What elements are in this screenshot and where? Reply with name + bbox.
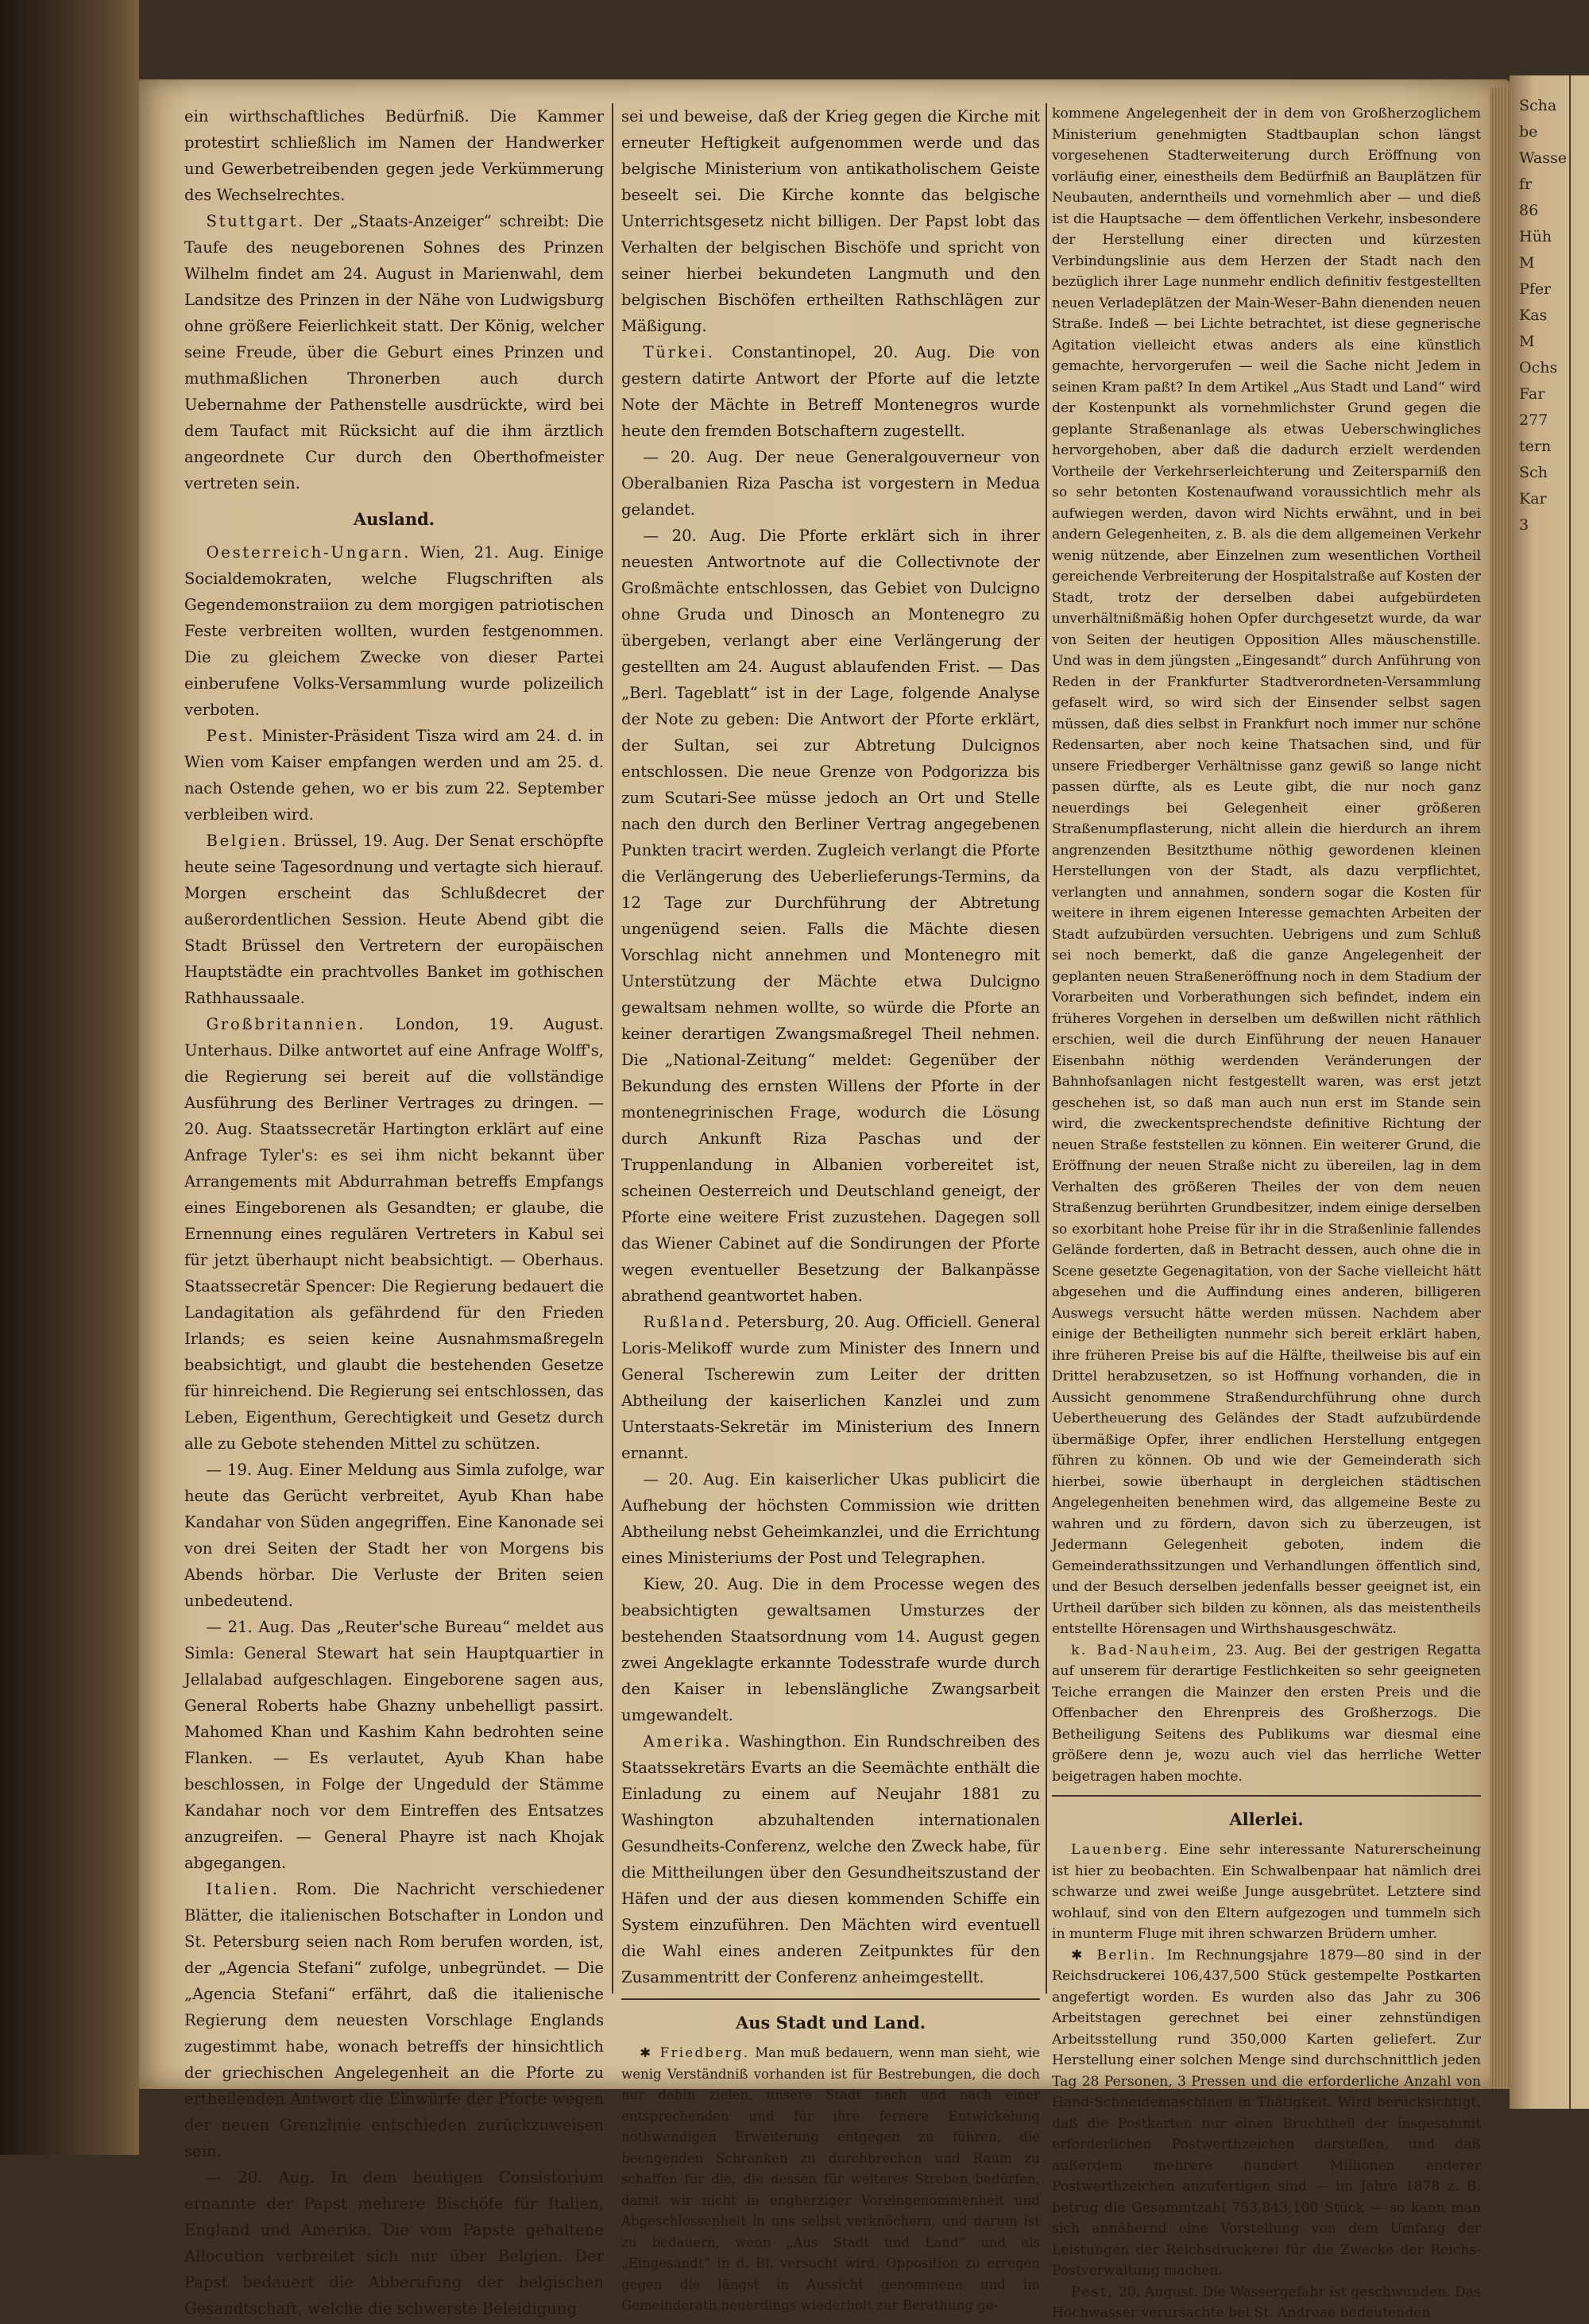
article-paragraph [184,723,604,828]
adjacent-fragment: tern [1519,438,1552,455]
adjacent-fragment: fr [1519,176,1533,193]
adjacent-page-text [1519,93,1583,539]
column-rule [1046,103,1047,1994]
dateline: ✱ Berlin. [1071,1947,1157,1963]
adjacent-fragment: M [1519,254,1535,272]
adjacent-fragment: 3 [1519,516,1529,534]
article-paragraph: kommene Angelegenheit der in dem von Großherzoglichem Ministerium genehmigten Stadtbauplan schon längst vorgesehenen Stadterweiterung durch Eröffnung von vorläufig einer, einestheils dem Bedürfniß an Bauplätzen für Neubauten, anderntheils und vornehmlich aber — und dieß ist die Hauptsache — dem öffentlichen Verkehr, insbesondere der Herstellung einer directen und kürzesten Verbindungslinie aus dem Herzen der Stadt nach den bezüglich ihrer Lage nunmehr endlich definitiv festgestellten neuen Verladeplätzen der Main-Weser-Bahn dienenden neuen Straße. Indeß — bei Lichte betrachtet, ist diese gegnerische Agitation vielleicht etwas anders als eine künstlich gemachte, hervorgerufen — weil die Sache nicht Jedem in seinen Kram paßt? In dem Artikel „Aus Stadt und Land“ wird der Kostenpunkt als vornehmlichster Grund gegen die geplante Straßenanlage als etwas Ueberschwingliches hervorgehoben, aber daß die dadurch erzielt werdenden Vortheile der Verkehrserleichterung und Zeitersparniß den so sehr betonten Kostenaufwand voraussichtlich mehr als aufwiegen werden, davon wird Nichts erwähnt, und in bei andern Gelegenheiten, z. B. als die dem allgemeinen Verkehr wenig nützende, aber Einzelnen zum wesentlichen Vortheil gereichende Verbreiterung der Hospitalstraße auf Kosten der Stadt, trotz der derselben dabei aufgebürdeten unverhältnißmäßig hohen Opfer durchgesetzt wurde, da war von Seiten der heutigen Opposition Alles mäuschenstille. Und was in dem jüngsten „Eingesandt“ durch Anführung von Reden in der Frankfurter Stadtverordneten-Versammlung gefaselt wird, so wird sich der Einsender selbst sagen müssen, daß dies selbst in Frankfurt noch immer nur schöne Redensarten, aber noch keine Thatsachen sind, und für unsere Friedberger Verhältnisse ganz gewiß so lange nicht passen dürfte, als es Leute gibt, die nur noch ganz neuerdings bei Gelegenheit einer größeren Straßenumpflasterung, nicht allein die hierdurch an ihrem angrenzenden Besitzthume nöthig gewordenen kleinen Herstellungen von der Stadt, als dazu verpflichtet, verlangten und annahmen, sondern sogar die Kosten für weitere in ihrem eigenen Interesse gemachten Arbeiten der Stadt aufzubürden versuchten. Uebrigens und zum Schluß sei noch bemerkt, daß die ganze Angelegenheit der geplanten neuen Straßeneröffnung noch in dem Stadium der Vorarbeiten und Vorberathungen sich befindet, indem ein früheres Vorgehen in derselben um deßwillen nicht räthlich erschien, weil die durch Einführung der neuen Hanauer Eisenbahn nöthig werdenden Veränderungen der Bahnhofsanlagen nicht festgestellt waren, was erst jetzt geschehen ist, so daß man auch nun erst im Stande sein wird, die zweckentsprechendste definitive Richtung der neuen Straße feststellen zu können. Ein weiterer Grund, die Eröffnung der neuen Straße nicht zu übereilen, lag in dem Verhalten des größeren Theiles der von dem neuen Straßenzug berührten Grundbesitzer, indem einige derselben so exorbitant hohe Preise für ihr in die Straßenlinie fallendes Gelände forderten, daß in Betracht dessen, auch ohne die in Scene gesetzte Gegenagitation, von der Sache vielleicht hätt abgesehen und die Auffindung eines anderen, billigeren Auswegs versucht hätte werden müssen. Nachdem aber einige der Betheiligten nunmehr sich bereit erklärt haben, ihre früheren Preise bis auf die Hälfte, theilweise bis auf ein Drittel herabzusetzen, so ist Hoffnung vorhanden, die in Aussicht genommene Straßendurchführung ohne durch Uebertheuerung des Geländes der Stadt aufzubürdende übermäßige Opfer, ihrer endlichen Herstellung entgegen führen zu können. Ob und wie der Gemeinderath sich hierbei, sowie überhaupt in dergleichen städtischen Angelegenheiten benehmen wird, das allgemeine Beste zu wahren und zu fördern, davon sich zu überzeugen, ist Jedermann Gelegenheit geboten, indem die Gemeinderathssitzungen und Verhandlungen öffentlich sind, und der Besuch derselben jedenfalls besser geeignet ist, ein Urtheil darüber sich bilden zu können, als das meistentheils entstellte Hörensagen und Wirthshausgeschwätz. [1052,106,1481,1637]
dateline: Großbritannien. [206,1015,366,1033]
article-paragraph: — 20. Aug. Die Pforte erklärt sich in ihrer neuesten Antwortnote auf die Collectivnote der Großmächte entschlossen, das Gebiet von Dulcigno ohne Gruda und Dinosch an Montenegro zu übergeben, verlangt aber eine Verlängerung der gestellten am 24. August ablaufenden Frist. — Das „Berl. Tageblatt“ ist in der Lage, folgende Analyse der Note zu geben: Die Antwort der Pforte erklärt, der Sultan, sei zur Abtretung Dulcignos entschlossen. Die neue Grenze von Podgorizza bis zum Scutari-See müsse jedoch an Ort und Stelle nach den durch den Berliner Vertrag angegebenen Punkten tracirt werden. Zugleich verlangt die Pforte die Verlängerung des Ueberlieferungs-Termins, da 12 Tage zur Durchführung der Abtretung ungenügend seien. Falls die Mächte diesen Vorschlag nicht annehmen und Montenegro mit Unterstützung der Mächte etwa Dulcigno gewaltsam nehmen wollte, so würde die Pforte an keiner derartigen Zwangsmaßregel Theil nehmen. Die „National-Zeitung“ meldet: Gegenüber der Bekundung des ernsten Willens der Pforte in der montenegrinischen Frage, wodurch die Lösung durch Ankunft Riza Paschas und der Truppenlandung in Albanien vorbereitet ist, scheinen Oesterreich und Deutschland geneigt, der Pforte eine weitere Frist zuzustehen. Dagegen soll das Wiener Cabinet auf die Sondirungen der Pforte wegen eventueller Besetzung der Balkanpässe abrathend geantwortet haben. [621,527,1040,1305]
text-column-2 [621,103,1040,2317]
dateline: Italien. [206,1880,280,1898]
article-text: 20. August. Die Wassergefahr ist geschwunden. Das Hochwasser verursachte bei St. Andreae bedeutenden [1052,2283,1481,2321]
adjacent-fragment: Far [1519,385,1545,403]
article-text: Der „Staats-Anzeiger“ schreibt: Die Taufe des neugeborenen Sohnes des Prinzen Wilhelm findet am 24. August in Marienwahl, dem Landsitze des Prinzen in der Nähe von Ludwigsburg ohne größere Feierlichkeit statt. Der König, welcher seine Freude, über die Geburt eines Prinzen und muthmaßlichen Thronerben auch durch Uebernahme der Pathenstelle ausdrückte, wird bei dem Taufact mit Rücksicht auf die ihm ärztlich angeordnete Cur durch den Oberthofmeister vertreten sein. [184,212,604,492]
article-paragraph [184,828,604,1011]
section-rule [1052,1795,1481,1797]
article-text: Rom. Die Nachricht verschiedener Blätter, die italienischen Botschafter in London und St. Petersburg seien nach Rom berufen worden, ist, der „Agencia Stefani“ zufolge, unbegründet. — Die „Agencia Stefani“ erfährt, daß die italienische Regierung dem neuesten Vorschlage Englands zugestimmt habe, wonach betreffs der hinsichtlich der griechischen Angelegenheit an die Pforte zu ertheilenden Antwort die Einwürfe der Pforte wegen der neuen Grenzlinie entschieden zurückzuweisen sein. [184,1880,604,2160]
dateline: ✱ Friedberg. [640,2045,750,2060]
article-paragraph: — 20. Aug. In dem heutigen Consistorium ernannte der Papst mehrere Bischöfe für Italien, England und Amerika. Die vom Papste gehaltene Allocution verbreitet sich nur über Belgien. Der Papst bedauert die Abberufung der belgischen Gesandtschaft, welche die schwerste Beleidigung [184,2168,604,2318]
section-rule [621,1998,1040,2000]
article-paragraph [184,539,604,723]
text-column-3 [1052,103,1481,2324]
article-text: Wien, 21. Aug. Einige Socialdemokraten, welche Flugschriften als Gegendemonstraiion zu dem morgigen patriotischen Feste verbreiten wollten, wurden festgenommen. Die zu gleichem Zwecke von dieser Partei einberufene Volks-Versammlung wurde polizeilich verboten. [184,543,604,719]
article-paragraph [1052,1945,1481,2282]
adjacent-fragment: 86 [1519,202,1539,219]
article-paragraph: Kiew, 20. Aug. Die in dem Processe wegen des beabsichtigten gewaltsamen Umsturzes der bestehenden Staatsordnung vom 14. August gegen zwei Angeklagte erkannte Todesstrafe wurde durch den Kaiser in lebenslängliche Zwangsarbeit umgewandelt. [621,1575,1040,1724]
adjacent-fragment: 277 [1519,411,1548,429]
dateline: Stuttgart. [206,212,306,230]
adjacent-page-fragment [1510,75,1589,2109]
dateline: Rußland. [643,1313,733,1331]
article-paragraph [621,339,1040,444]
section-heading-ausland: Ausland. [353,509,435,529]
dateline: Belgien. [206,832,288,850]
column-rule [612,103,613,1994]
section-heading-stadt-und-land: Aus Stadt und Land. [735,2013,926,2033]
article-paragraph: — 19. Aug. Einer Meldung aus Simla zufolge, war heute das Gerücht verbreitet, Ayub Khan habe Kandahar von Süden angegriffen. Eine Kanonade sei von drei Seiten der Stadt her von Morgens bis Abends hörbar. Die Verluste der Briten seien unbedeutend. [184,1461,604,1610]
article-paragraph: — 20. Aug. Ein kaiserlicher Ukas publicirt die Aufhebung der höchsten Commission wie dritten Abtheilung nebst Geheimkanzlei, und die Errichtung eines Ministeriums der Post und Telegraphen. [621,1470,1040,1567]
adjacent-fragment: be [1519,123,1538,141]
article-paragraph [1052,1840,1481,1945]
adjacent-fragment: Pfer [1519,280,1552,298]
book-binding [0,0,139,2155]
article-text: 23. Aug. Bei der gestrigen Regatta auf unserem für derartige Festlichkeiten so sehr geeigneten Teiche errangen die Mainzer den ersten Preis und die Offenbacher den Ehrenpreis des Großherzogs. Die Betheiligung Seitens des Publikums war diesmal eine größere denn je, wozu auch viel das herrliche Wetter beigetragen haben mochte. [1052,1642,1481,1785]
small-print-block [621,2043,1040,2317]
article-text: Eine sehr interessante Naturerscheinung ist hier zu beobachten. Ein Schwalbenpaar hat nämlich drei schwarze und zwei weiße Junge ausgebrütet. Letztere sind wohlauf, sind von den Eltern aufgezogen und tummeln sich in munterm Fluge mit ihren schwarzen Brüdern umher. [1052,1842,1481,1942]
article-text: Im Rechnungsjahre 1879—80 sind in der Reichsdruckerei 106,437,500 Stück gestempelte Postkarten angefertigt worden. Es wurden also das Jahr zu 306 Arbeitstagen gerechnet bei einer zehnstündigen Arbeitsstellung rund 350,000 Karten geliefert. Zur Herstellung einer solchen Menge sind durchschnittlich jeden Tag 28 Personen, 3 Pressen und die erforderliche Anzahl von Hand-Schneidemaschinen in Thätigkeit. Wird berücksichtigt, daß die Postkarten nur einen Bruchtheil der insgesammt erforderlichen Postwerthzeichen darstellen, und daß außerdem mehrere hundert Millionen anderer Postwerthzeichen anzufertigen sind — im Jahre 1878 z. B. betrug die Gesammtzahl 753,843,100 Stück — so kann man sich annähernd eine Vorstellung von dem Umfang der Leistungen der Reichsdruckerei für die Zwecke der Reichs-Postverwaltung machen. [1052,1947,1481,2279]
article-paragraph [184,208,604,496]
section-heading-allerlei: Allerlei. [1229,1809,1304,1829]
article-text: Washingthon. Ein Rundschreiben des Staatssekretärs Evarts an die Seemächte enthält die Einladung zu einem auf Neujahr 1881 zu Washington abzuhaltenden internationalen Gesundheits-Conferenz, welche den Zweck habe, für die Mittheilungen über den Gesundheitszustand der Häfen und der aus diesen kommenden Schiffe ein System einzuführen. Den Mächten wird eventuell die Wahl eines anderen Zeitpunktes für den Zusammentritt der Conferenz anheimgestellt. [621,1732,1041,1986]
adjacent-fragment: Hüh [1519,228,1552,245]
adjacent-fragment: M [1519,333,1535,350]
adjacent-fragment: Kar [1519,490,1547,508]
dateline: Pest, [1071,2283,1115,2300]
dateline: Oesterreich-Ungarn. [206,543,412,562]
article-paragraph: sei und beweise, daß der Krieg gegen die Kirche mit erneuter Heftigkeit aufgenommen werde und das belgische Ministerium von antikatholischem Geiste beseelt sei. Die Kirche konnte das belgische Unterrichtsgesetz nicht billigen. Der Papst lobt das Verhalten der belgischen Bischöfe und spricht von seiner hierbei bekundeten Langmuth und den belgischen Bischöfen ertheilten Rathschlägen zur Mäßigung. [621,107,1040,335]
adjacent-fragment: Scha [1519,97,1557,114]
article-paragraph [184,1011,604,1457]
article-paragraph [621,1728,1040,1990]
article-paragraph: — 21. Aug. Das „Reuter'sche Bureau“ meldet aus Simla: General Stewart hat sein Hauptquartier in Jellalabad aufgeschlagen. Eingeborene sagen aus, General Roberts habe Ghazny unbehelligt passirt. Mahomed Khan und Kashim Kahn bedrohten seine Flanken. — Es verlautet, Ayub Khan habe beschlossen, in Folge der Ungeduld der Stämme Kandahar noch vor dem Eintreffen des Entsatzes anzugreifen. — General Phayre ist nach Khojak abgegangen. [184,1618,604,1872]
dateline: Lauenberg. [1071,1842,1170,1858]
article-text: Minister-Präsident Tisza wird am 24. d. in Wien vom Kaiser empfangen werden und am 25. d. nach Ostende gehen, wo er bis zum 22. September verbleiben wird. [184,727,605,824]
article-text: Brüssel, 19. Aug. Der Senat erschöpfte heute seine Tagesordnung und vertagte sich hierauf. Morgen erscheint das Schlußdecret der außerordentlichen Session. Heute Abend gibt die Stadt Brüssel den Vertretern der europäischen Hauptstädte ein prachtvolles Banket im gothischen Rathhaussaale. [184,832,604,1007]
dateline: Türkei. [643,343,715,361]
article-paragraph [1052,1640,1481,1788]
page-edge [1490,87,1510,2089]
text-column-1 [184,103,604,2322]
adjacent-fragment: Wasse [1519,149,1567,167]
article-text: Man muß bedauern, wenn man sieht, wie wenig Verständniß vorhanden ist für Bestrebungen, die doch nur dahin zielen, unsere Stadt nach und nach einer entsprechenden und für ihre fernere Entwickelung nothwendigen Erweiterung entgegen zu führen, die beengenden Schranken zu durchbrechen und Raum zu schaffen für die, die dessen für weiteres Streben bedürfen, damit wir nicht in engherziger Voreingenommenheit und Abgeschlossenheit in uns selbst verknöchern, und darum ist zu bedauern, wenn „Aus Stadt und Land“ und als „Eingesandt“ in d. Bl. versucht wird, Opposition zu erregen gegen die längst in Aussicht genommene und im Gemeinderath neuerdings wiederholt zur Berathung ge- [621,2045,1040,2313]
article-paragraph [621,2043,1040,2317]
dateline: Amerika. [643,1732,733,1751]
adjacent-fragment: Ochs [1519,359,1558,376]
article-paragraph: ein wirthschaftliches Bedürfniß. Die Kammer protestirt schließlich im Namen der Handwerker und Gewerbetreibenden gegen jede Verkümmerung des Wechselrechtes. [184,107,604,204]
dateline: Pest. [206,727,256,745]
article-text: Petersburg, 20. Aug. Officiell. General Loris-Melikoff wurde zum Minister des Innern und General Tscherewin zum Leiter der dritten Abtheilung der kaiserlichen Kanzlei und zum Unterstaats-Sekretär im Ministerium des Innern ernannt. [621,1313,1041,1462]
adjacent-fragment: Sch [1519,464,1548,481]
article-paragraph [1052,2282,1481,2324]
dateline: k. Bad-Nauheim, [1071,1642,1219,1658]
article-paragraph: — 20. Aug. Der neue Generalgouverneur von Oberalbanien Riza Pascha ist vorgestern in Medua gelandet. [621,448,1040,519]
article-paragraph [621,1309,1040,1466]
article-text: London, 19. August. Unterhaus. Dilke antwortet auf eine Anfrage Wolff's, die Regierung sei bereit auf die vollständige Ausführung des Berliner Vertrages zu dringen. — 20. Aug. Staatssecretär Hartington erklärt auf eine Anfrage Tyler's: es sei ihm nicht bekannt über Arrangements mit Abdurrahman betreffs Empfangs eines Eingeborenen als Gesandten; er glaube, die Ernennung eines regulären Vertreters in Kabul sei für jetzt überhaupt nicht beabsichtigt. — Oberhaus. Staatssecretär Spencer: Die Regierung bedauert die Landagitation als gefährdend für den Frieden Irlands; es seien keine Ausnahmsmaßregeln beabsichtigt, und glaubt die bestehenden Gesetze für hinreichend. Die Regierung sei entschlossen, das Leben, Eigenthum, Gerechtigkeit und Gesetz durch alle zu Gebote stehenden Mittel zu schützen. [184,1015,604,1453]
adjacent-fragment: Kas [1519,307,1548,324]
article-text: Constantinopel, 20. Aug. Die von gestern datirte Antwort der Pforte auf die letzte Note der Mächte in Betreff Montenegros wurde heute den fremden Botschaftern zugestellt. [621,343,1041,440]
article-paragraph [184,1876,604,2164]
